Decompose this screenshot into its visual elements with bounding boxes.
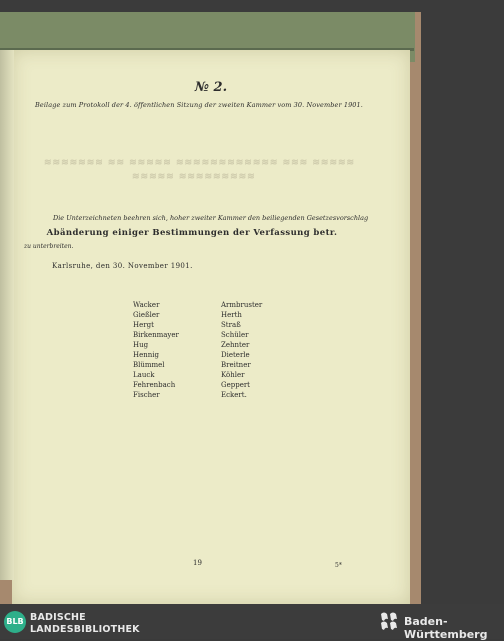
- baden-wuerttemberg-lions-icon[interactable]: [378, 610, 400, 634]
- signatory-name: Schüler: [221, 331, 249, 339]
- blb-name-line2[interactable]: LANDESBIBLIOTHEK: [30, 624, 140, 635]
- signatories-left-column: [133, 300, 179, 400]
- signatory-name: Blümmel: [133, 361, 165, 369]
- signatory-name: Gießler: [133, 311, 160, 319]
- signatory-name: Wacker: [133, 301, 160, 309]
- baden-wuerttemberg-label[interactable]: Baden-Württemberg: [404, 615, 488, 641]
- signatory-name: Lauck: [133, 371, 155, 379]
- bleed-through-text-2: ≋≋≋≋≋ ≋≋≋≋≋≋≋≋≋: [132, 172, 256, 182]
- signatory-name: Breitner: [221, 361, 251, 369]
- signatory-name: Dieterle: [221, 351, 250, 359]
- signatory-name: Birkenmayer: [133, 331, 179, 339]
- signatory-name: Zehnter: [221, 341, 250, 349]
- signature-mark: 5*: [335, 562, 342, 569]
- page-number: 19: [193, 559, 202, 567]
- document-number: № 2.: [194, 80, 228, 95]
- signatory-name: Hug: [133, 341, 149, 349]
- signatory-name: Straß: [221, 321, 241, 329]
- blb-logo-icon[interactable]: BLB: [4, 611, 26, 633]
- signatories-right-column: [221, 300, 262, 400]
- bill-headline: Abänderung einiger Bestimmungen der Verfassung betr.: [46, 228, 338, 238]
- signatory-name: Köhler: [221, 371, 245, 379]
- signatory-name: Hergt: [133, 321, 154, 329]
- beilage-line: Beilage zum Protokoll der 4. öffentlichen Sitzung der zweiten Kammer vom 30. November 1901.: [35, 101, 363, 109]
- signatory-name: Geppert: [221, 381, 250, 389]
- blb-name-line1[interactable]: BADISCHE: [30, 612, 86, 623]
- signatory-name: Armbruster: [221, 301, 263, 309]
- signatory-name: Fehrenbach: [133, 381, 176, 389]
- document-page: [12, 50, 410, 604]
- place-date: Karlsruhe, den 30. November 1901.: [52, 262, 193, 270]
- signatory-name: Fischer: [133, 391, 160, 399]
- signatory-name: Herth: [221, 311, 242, 319]
- intro-line: Die Unterzeichneten beehren sich, hoher zweiter Kammer den beiliegenden Gesetzesvorschlag: [53, 214, 369, 222]
- bleed-through-text-1: ≋≋≋≋≋≋≋ ≋≋ ≋≋≋≋≋ ≋≋≋≋≋≋≋≋≋≋≋≋ ≋≋≋ ≋≋≋≋≋: [44, 158, 356, 168]
- signatory-name: Eckert.: [221, 391, 247, 399]
- signatory-name: Hennig: [133, 351, 159, 359]
- page-gutter: [0, 50, 14, 580]
- zu-unterbreiten: zu unterbreiten.: [24, 243, 74, 250]
